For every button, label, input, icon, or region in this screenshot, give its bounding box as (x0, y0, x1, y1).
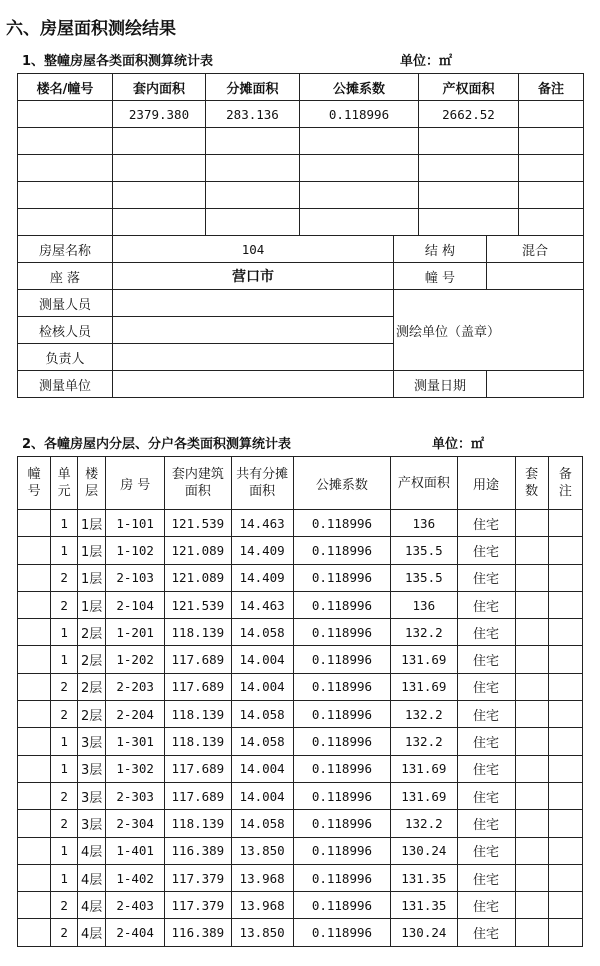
table-cell: 0.118996 (293, 837, 390, 864)
location-label: 座 落 (18, 263, 113, 290)
table-cell: 住宅 (457, 837, 515, 864)
table-cell (515, 619, 548, 646)
table-cell: 住宅 (457, 892, 515, 919)
table-cell: 住宅 (457, 673, 515, 700)
table-cell (515, 782, 548, 809)
table1-header: 分摊面积 (206, 74, 300, 101)
table-cell: 1层 (78, 591, 106, 618)
table-cell: 2 (51, 782, 78, 809)
table-cell: 住宅 (457, 782, 515, 809)
table-cell: 116.389 (165, 919, 231, 946)
table-cell: 住宅 (457, 510, 515, 537)
table1-header-row (18, 74, 584, 101)
table1-cell: 2662.52 (419, 101, 519, 128)
table-cell (515, 646, 548, 673)
table-cell: 2-104 (106, 591, 165, 618)
table-cell: 2 (51, 810, 78, 837)
table-cell: 0.118996 (293, 919, 390, 946)
table-cell: 0.118996 (293, 701, 390, 728)
table-cell: 4层 (78, 837, 106, 864)
table-row (18, 510, 583, 537)
table-cell: 住宅 (457, 919, 515, 946)
table-cell: 0.118996 (293, 673, 390, 700)
table-cell (548, 810, 582, 837)
table-row (18, 864, 583, 891)
table-cell: 3层 (78, 728, 106, 755)
table-cell: 14.409 (231, 537, 293, 564)
table-cell (18, 892, 51, 919)
table-cell: 118.139 (165, 619, 231, 646)
surveyor-row (18, 290, 584, 317)
table-row (18, 619, 583, 646)
house-name-value: 104 (113, 236, 394, 263)
table-cell: 住宅 (457, 810, 515, 837)
table-cell: 117.689 (165, 673, 231, 700)
table-cell: 1-301 (106, 728, 165, 755)
table-cell: 14.004 (231, 673, 293, 700)
table-cell: 118.139 (165, 728, 231, 755)
table-cell: 0.118996 (293, 755, 390, 782)
table-cell: 1 (51, 537, 78, 564)
table1-cell: 2379.380 (113, 101, 206, 128)
table-cell: 14.004 (231, 646, 293, 673)
table-cell (18, 864, 51, 891)
table-cell: 121.539 (165, 510, 231, 537)
house-name-row (18, 236, 584, 263)
table-cell: 117.689 (165, 782, 231, 809)
table-cell (515, 810, 548, 837)
table-cell: 4层 (78, 919, 106, 946)
table-cell: 4层 (78, 892, 106, 919)
table-cell: 118.139 (165, 810, 231, 837)
table2-subtitle: 2、各幢房屋内分层、分户各类面积测算统计表 (22, 437, 292, 452)
table-cell: 121.539 (165, 591, 231, 618)
unit-area-detail-table (17, 456, 583, 947)
survey-unit-row (18, 371, 584, 398)
survey-unit-label: 测量单位 (18, 371, 113, 398)
table-cell: 14.004 (231, 782, 293, 809)
surveyor-label: 测量人员 (18, 290, 113, 317)
table-cell: 1层 (78, 537, 106, 564)
table-cell: 14.004 (231, 755, 293, 782)
table2-header: 楼层 (78, 457, 106, 510)
table-cell (18, 673, 51, 700)
table2-header: 共有分摊面积 (231, 457, 293, 510)
table2-header: 产权面积 (391, 457, 457, 510)
table-cell: 0.118996 (293, 728, 390, 755)
table-cell: 1层 (78, 564, 106, 591)
table-cell: 2-103 (106, 564, 165, 591)
seal-label: 测绘单位（盖章） (394, 290, 584, 371)
table-cell: 3层 (78, 810, 106, 837)
table-cell: 14.463 (231, 510, 293, 537)
table-cell (18, 919, 51, 946)
table-cell: 住宅 (457, 537, 515, 564)
table-cell: 住宅 (457, 701, 515, 728)
table-cell: 住宅 (457, 755, 515, 782)
table-row (18, 701, 583, 728)
survey-unit-value (113, 371, 394, 398)
table-cell: 1 (51, 864, 78, 891)
table-cell (18, 619, 51, 646)
table1-header: 产权面积 (419, 74, 519, 101)
table-cell: 住宅 (457, 646, 515, 673)
table-cell: 13.968 (231, 892, 293, 919)
table-cell: 1-302 (106, 755, 165, 782)
table2-header: 单元 (51, 457, 78, 510)
table-cell (548, 564, 582, 591)
table-cell (548, 782, 582, 809)
table-cell: 2 (51, 701, 78, 728)
table-cell: 3层 (78, 755, 106, 782)
table-cell (515, 537, 548, 564)
table-cell: 132.2 (391, 810, 457, 837)
building-no-value (487, 263, 584, 290)
table-cell: 2-403 (106, 892, 165, 919)
table-cell: 117.689 (165, 646, 231, 673)
table-cell (548, 673, 582, 700)
table-row (18, 537, 583, 564)
table-cell (548, 919, 582, 946)
table-cell (18, 564, 51, 591)
table1-empty-row (18, 209, 584, 236)
table-cell (515, 510, 548, 537)
table-cell (515, 728, 548, 755)
table-cell (548, 892, 582, 919)
table-cell: 4层 (78, 864, 106, 891)
table1-subtitle: 1、整幢房屋各类面积测算统计表 (22, 54, 214, 69)
table-cell: 117.379 (165, 892, 231, 919)
table-cell: 住宅 (457, 619, 515, 646)
table-cell: 13.850 (231, 837, 293, 864)
table-cell (18, 728, 51, 755)
table-cell: 130.24 (391, 837, 457, 864)
table-cell: 121.089 (165, 564, 231, 591)
table-cell (18, 591, 51, 618)
table-cell (548, 591, 582, 618)
table-cell: 131.69 (391, 646, 457, 673)
table-row (18, 755, 583, 782)
table-cell: 2-303 (106, 782, 165, 809)
table2-header: 用途 (457, 457, 515, 510)
structure-value: 混合 (487, 236, 584, 263)
table-row (18, 782, 583, 809)
table-cell (18, 782, 51, 809)
survey-date-label: 测量日期 (394, 371, 487, 398)
table-row (18, 892, 583, 919)
table-cell: 2层 (78, 701, 106, 728)
table-cell: 1 (51, 510, 78, 537)
table2-header-row (18, 457, 583, 510)
table2-header: 房 号 (106, 457, 165, 510)
table-cell (515, 701, 548, 728)
manager-label: 负责人 (18, 344, 113, 371)
table-cell: 14.409 (231, 564, 293, 591)
table-cell (515, 755, 548, 782)
table2-header: 套数 (515, 457, 548, 510)
table-cell: 1 (51, 755, 78, 782)
table-row (18, 837, 583, 864)
table-cell: 136 (391, 510, 457, 537)
table-cell: 1 (51, 728, 78, 755)
table-cell: 1层 (78, 510, 106, 537)
table-cell: 1-402 (106, 864, 165, 891)
table-cell: 130.24 (391, 919, 457, 946)
table-cell: 135.5 (391, 564, 457, 591)
table-cell: 2 (51, 564, 78, 591)
table-cell: 住宅 (457, 564, 515, 591)
table2-header: 幢号 (18, 457, 51, 510)
table-cell: 135.5 (391, 537, 457, 564)
building-area-summary-table (17, 73, 584, 398)
table-cell: 住宅 (457, 728, 515, 755)
table1-header: 备注 (519, 74, 584, 101)
table-cell: 131.35 (391, 892, 457, 919)
structure-label: 结 构 (394, 236, 487, 263)
table-cell (548, 510, 582, 537)
table-cell: 1-202 (106, 646, 165, 673)
table1-unit: 单位：㎡ (400, 54, 453, 69)
table-row (18, 564, 583, 591)
table-cell: 2层 (78, 619, 106, 646)
table-cell: 131.69 (391, 673, 457, 700)
table-cell (515, 837, 548, 864)
table-cell: 2-204 (106, 701, 165, 728)
table-row (18, 673, 583, 700)
table-cell: 131.69 (391, 782, 457, 809)
table-cell (548, 537, 582, 564)
table-cell (515, 673, 548, 700)
table-cell (18, 510, 51, 537)
table-cell: 0.118996 (293, 537, 390, 564)
table-cell: 0.118996 (293, 591, 390, 618)
table-cell: 2 (51, 892, 78, 919)
table-row (18, 810, 583, 837)
table-cell (548, 864, 582, 891)
table-cell (18, 537, 51, 564)
table-cell: 13.850 (231, 919, 293, 946)
checker-value (113, 317, 394, 344)
table-cell (515, 591, 548, 618)
checker-label: 检核人员 (18, 317, 113, 344)
table1-cell: 283.136 (206, 101, 300, 128)
table-cell (18, 646, 51, 673)
table-cell: 2层 (78, 646, 106, 673)
table-cell (515, 892, 548, 919)
table-cell: 1-102 (106, 537, 165, 564)
table-cell: 住宅 (457, 864, 515, 891)
table-cell (548, 728, 582, 755)
table-cell (18, 755, 51, 782)
location-value: 营口市 (113, 263, 394, 290)
table2-header: 备注 (548, 457, 582, 510)
table-cell: 0.118996 (293, 892, 390, 919)
table-row (18, 646, 583, 673)
table-cell: 14.058 (231, 728, 293, 755)
table-cell: 1-101 (106, 510, 165, 537)
table-cell: 121.089 (165, 537, 231, 564)
table-cell: 1-201 (106, 619, 165, 646)
table-cell (18, 701, 51, 728)
table-cell (18, 810, 51, 837)
survey-date-value (487, 371, 584, 398)
building-no-label: 幢 号 (394, 263, 487, 290)
table-cell: 1 (51, 646, 78, 673)
table1-header: 套内面积 (113, 74, 206, 101)
table-cell: 132.2 (391, 619, 457, 646)
table-cell: 131.35 (391, 864, 457, 891)
table-cell: 2 (51, 673, 78, 700)
table-cell (548, 646, 582, 673)
location-row (18, 263, 584, 290)
surveyor-value (113, 290, 394, 317)
table-cell: 132.2 (391, 728, 457, 755)
table-cell: 136 (391, 591, 457, 618)
table-cell (548, 619, 582, 646)
table-cell: 0.118996 (293, 510, 390, 537)
table-row (18, 591, 583, 618)
table-cell: 117.689 (165, 755, 231, 782)
table-cell: 14.058 (231, 619, 293, 646)
table-cell: 0.118996 (293, 619, 390, 646)
table-cell: 14.058 (231, 810, 293, 837)
table-cell: 0.118996 (293, 782, 390, 809)
table1-empty-row (18, 182, 584, 209)
table-cell: 14.058 (231, 701, 293, 728)
table1-empty-row (18, 128, 584, 155)
manager-value (113, 344, 394, 371)
section-title: 六、房屋面积测绘结果 (6, 19, 176, 39)
table-cell: 0.118996 (293, 564, 390, 591)
table-cell: 118.139 (165, 701, 231, 728)
table-cell: 1-401 (106, 837, 165, 864)
table-cell: 1 (51, 619, 78, 646)
table1-empty-row (18, 155, 584, 182)
table-row (18, 919, 583, 946)
table-cell (548, 755, 582, 782)
table2-header: 套内建筑面积 (165, 457, 231, 510)
table-cell: 116.389 (165, 837, 231, 864)
table-cell: 14.463 (231, 591, 293, 618)
table2-header: 公摊系数 (293, 457, 390, 510)
table-cell: 2 (51, 919, 78, 946)
table-cell: 117.379 (165, 864, 231, 891)
table-row (18, 728, 583, 755)
table-cell: 2层 (78, 673, 106, 700)
table-cell: 0.118996 (293, 646, 390, 673)
table1-header: 楼名/幢号 (18, 74, 113, 101)
table1-value-row (18, 101, 584, 128)
table-cell (18, 837, 51, 864)
table-cell (515, 919, 548, 946)
table1-cell (519, 101, 584, 128)
table-cell (548, 837, 582, 864)
table-cell: 132.2 (391, 701, 457, 728)
table-cell (515, 564, 548, 591)
table1-header: 公摊系数 (300, 74, 419, 101)
table-cell: 1 (51, 837, 78, 864)
table-cell (548, 701, 582, 728)
table-cell (515, 864, 548, 891)
table1-cell (18, 101, 113, 128)
table-cell: 2-404 (106, 919, 165, 946)
table-cell: 住宅 (457, 591, 515, 618)
table-cell: 131.69 (391, 755, 457, 782)
table-cell: 3层 (78, 782, 106, 809)
table2-unit: 单位：㎡ (432, 437, 485, 452)
table-cell: 13.968 (231, 864, 293, 891)
table-cell: 2 (51, 591, 78, 618)
table-cell: 2-203 (106, 673, 165, 700)
table-cell: 2-304 (106, 810, 165, 837)
table1-cell: 0.118996 (300, 101, 419, 128)
table-cell: 0.118996 (293, 864, 390, 891)
table-cell: 0.118996 (293, 810, 390, 837)
house-name-label: 房屋名称 (18, 236, 113, 263)
